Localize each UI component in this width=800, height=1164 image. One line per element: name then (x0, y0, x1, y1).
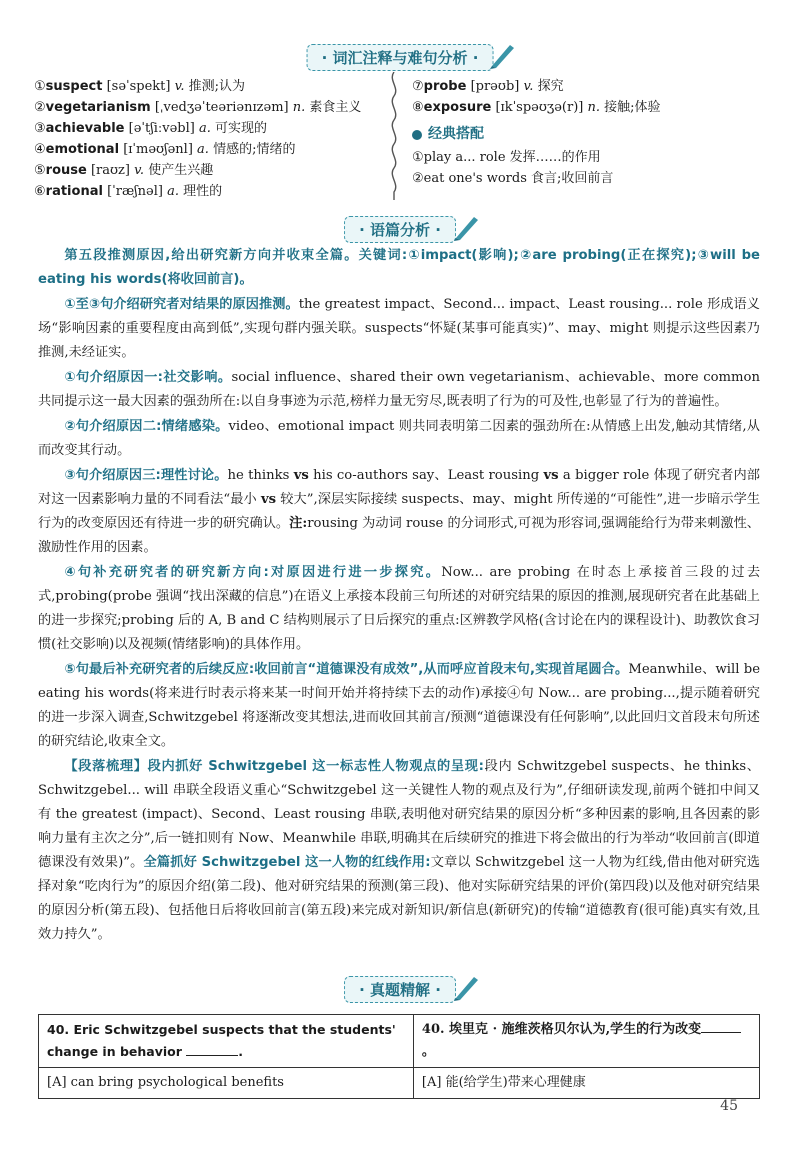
pen-icon (488, 40, 518, 70)
question-stem-en: 40. Eric Schwitzgebel suspects that the students' change in behavior . (39, 1015, 414, 1068)
answer-blank (186, 1043, 238, 1056)
analysis-paragraph: 第五段推测原因,给出研究新方向并收束全篇。关键词:①impact(影响);②are probing(正在探究);③will be eating his words(将收回前言)。 (38, 248, 760, 287)
answer-blank (701, 1020, 741, 1033)
collocation-item: ②eat one's words 食言;收回前言 (412, 171, 614, 186)
analysis-paragraph: ④句补充研究者的研究新方向:对原因进行进一步探究。Now... are probing 在时态上承接首三段的过去式,probing(probe 强调“找出深藏的信息”)在语义上承接本段前三句所述的对研究结果的原因的推测,展现研究者在此基础上的进一步探究;probing 后的 A, B and C 结构则展示了日后探究的重点:区辨教学风格(含讨论在内的课程设计)、助教饮食习惯(社交影响)以及视频(情绪影响)的具体作用。 (38, 565, 761, 652)
question-stem-zh: 40. 埃里克 · 施维茨格贝尔认为,学生的行为改变。 (413, 1015, 759, 1068)
vocab-item: ②vegetarianism [ˌvedʒəˈteəriənɪzəm] n. 素食主义 (34, 100, 362, 115)
question-section-title: 真题精解 (369, 981, 431, 999)
bullet-icon (412, 130, 422, 140)
analysis-paragraph: ②句介绍原因二:情绪感染。video、emotional impact 则共同表明第二因素的强劲所在:从情感上出发,触动其情绪,从而改变其行动。 (38, 419, 760, 458)
pen-icon (452, 212, 482, 242)
vocab-item: ③achievable [əˈtʃiːvəbl] a. 可实现的 (34, 121, 268, 136)
vocab-item: ①suspect [səˈspekt] v. 推测;认为 (34, 79, 246, 94)
analysis-paragraph: ①句介绍原因一:社交影响。social influence、shared their own vegetarianism、achievable、more common 共同提示这一最大因素的强劲所在:以自身事迹为示范,榜样力量无穷尽,既表明了行为的可及性,也彰显了行为的普遍性。 (38, 370, 760, 409)
question-table (38, 1014, 760, 1099)
analysis-paragraph: ⑤句最后补充研究者的后续反应:收回前言“道德课没有成效”,从而呼应首段末句,实现首尾圆合。Meanwhile、will be eating his words(将来进行时表示将来某一时间开始并将持续下去的动作)承接④句 Now... are probing...,提示随着研究的进一步深入调查,Schwitzgebel 将逐渐改变其想法,进而收回其前言/预测“道德课没有任何影响”,以此回归文首段末句所述的研究结论,收束全文。 (38, 662, 760, 749)
vocab-list-left (34, 76, 361, 202)
collocation-item: ①play a... role 发挥……的作用 (412, 150, 601, 165)
vocab-section-title: 词汇注释与难句分析 (332, 49, 468, 67)
analysis-body (38, 244, 760, 948)
collocation-header: 经典搭配 (412, 124, 661, 145)
vocab-item: ④emotional [ɪˈməʊʃənl] a. 情感的;情绪的 (34, 142, 296, 157)
analysis-section-header: · 语篇分析 · (0, 212, 800, 242)
analysis-paragraph: 【段落梳理】段内抓好 Schwitzgebel 这一标志性人物观点的呈现:段内 Schwitzgebel suspects、he thinks、Schwitzgebel... will 串联全段语义重心“Schwitzgebel 这一关键性人物的观点及行为”,仔细研读发现,前两个链扣中间又有 the greatest (impact)、Second、Least rousing 串联,表明他对研究结果的原因分析“多种因素的影响,且各因素的影响力量有主次之分”,后一链扣则有 Now、Meanwhile 串联,明确其在后续研究的推进下将会做出的行为举动“收回前言(即道德课没有效果)”。全篇抓好 Schwitzgebel 这一人物的红线作用:文章以 Schwitzgebel 这一人物为红线,借由他对研究选择对象“吃肉行为”的原因介绍(第二段)、他对研究结果的预测(第三段)、他对实际研究结果的评价(第四段)以及他对研究结果的原因分析(第五段)、包括他日后将收回前言(第五段)来完成对新知识/新信息(新研究)的传输“道德教育(很可能)真实有效,且效力持久”。 (38, 759, 760, 942)
analysis-section-title: 语篇分析 (369, 221, 431, 239)
vocab-item: ⑦probe [prəʊb] v. 探究 (412, 79, 564, 94)
question-section-header: · 真题精解 · (0, 972, 800, 1002)
vocab-item: ⑤rouse [raʊz] v. 使产生兴趣 (34, 163, 214, 178)
analysis-paragraph: ③句介绍原因三:理性讨论。he thinks vs his co-authors say、Least rousing vs a bigger role 体现了研究者内部对这一因素影响力量的不同看法“最小 vs 较大”,深层实际接续 suspects、may、might 所传递的“可能性”,进一步暗示学生行为的改变原因还有待进一步的研究确认。注:rousing 为动词 rouse 的分词形式,可视为形容词,强调能给行为带来刺激性、激励性作用的因素。 (38, 468, 761, 555)
vocab-section-header: · 词汇注释与难句分析 · (0, 40, 800, 70)
table-row (39, 1068, 760, 1099)
vocab-item: ⑧exposure [ɪkˈspəʊʒə(r)] n. 接触;体验 (412, 100, 661, 115)
wave-divider (386, 72, 402, 200)
page-number: 45 (720, 1098, 738, 1114)
analysis-paragraph: ①至③句介绍研究者对结果的原因推测。the greatest impact、Second... impact、Least rousing... role 形成语义场“影响因素的重要程度由高到低”,实现句群内强关联。suspects“怀疑(某事可能真实)”、may、might 则提示这些因素乃推测,未经证实。 (38, 297, 760, 360)
option-en: [A] can bring psychological benefits (39, 1068, 414, 1099)
pen-icon (452, 972, 482, 1002)
table-row (39, 1015, 760, 1068)
vocab-list-right (412, 76, 661, 189)
option-zh: [A] 能(给学生)带来心理健康 (413, 1068, 759, 1099)
vocab-item: ⑥rational [ˈræʃnəl] a. 理性的 (34, 184, 223, 199)
